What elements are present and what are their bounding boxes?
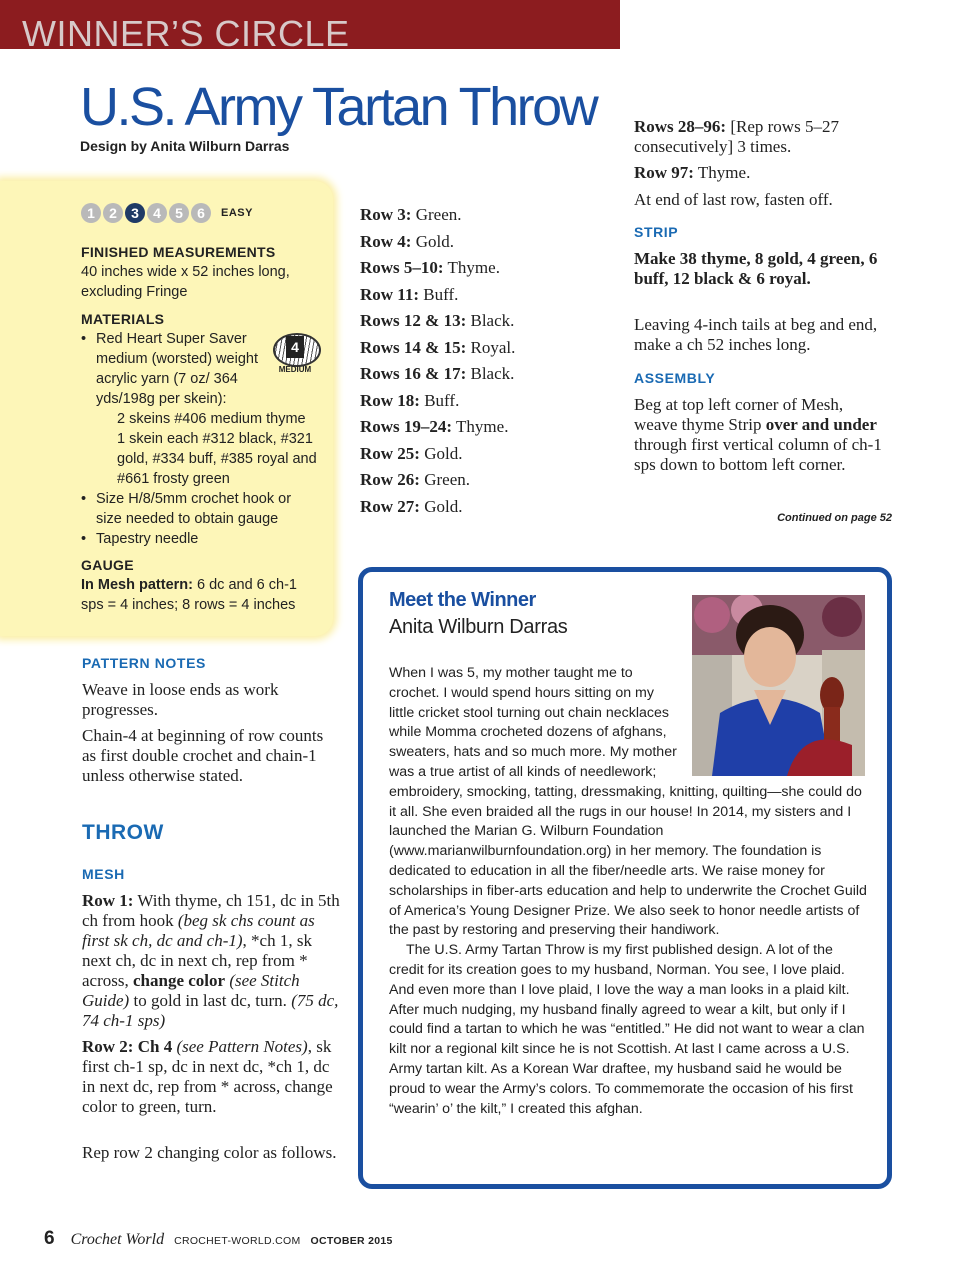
skill-level-label: EASY — [221, 207, 253, 219]
row-2-text: , sk first ch-1 sp, dc in next dc, *ch 1, dc in next dc, rep from * across, change color to green, turn. — [82, 1037, 333, 1116]
color-row-color: Thyme. — [447, 258, 500, 277]
fasten-off: At end of last row, fasten off. — [634, 190, 833, 209]
materials-hook: • Size H/8/5mm crochet hook or size needed to obtain gauge — [81, 489, 311, 529]
page-title: U.S. Army Tartan Throw — [80, 77, 597, 137]
materials-heading: MATERIALS — [81, 311, 165, 327]
winner-story-text-1: When I was 5, my mother taught me to crochet. I would spend hours sitting on my little cricket stool turning out chain necklaces while Momma crocheted dozens of afghans, sweaters, hats and so much more. My mother was a true artist of all kinds of needlework; embroidery, smocking, tatting, dressmaking, knitting, quilting—she could do it all. She even braided all the rugs in our house! In 2014, my sisters and I launched the Marian G. Wilburn Foundation (www.marianwilburnfoundation.org) in her memory. The foundation is dedicated to education in all the fiber/needle arts. We raise money for scholarships in fiber-arts education and help to underwrite the Crochet Guild of America’s Young Designer Prize. We also seek to honor needle artists of the past by restoring and preserving their handiwork. — [389, 665, 867, 939]
color-row-label: Row 18: — [360, 390, 420, 410]
banner-label: WINNER’S CIRCLE — [22, 13, 350, 54]
throw-heading: THROW — [82, 821, 164, 844]
row-1-text-b: , *ch 1, sk next ch, dc in next ch, rep from * across, — [82, 931, 312, 990]
rows-28-96 — [634, 117, 884, 157]
row-1-label: Row 1: — [82, 891, 134, 910]
magazine-name: Crochet World — [70, 1231, 165, 1248]
page-number: 6 — [44, 1228, 55, 1249]
assembly-text — [634, 395, 882, 475]
color-row-color: Green. — [415, 205, 462, 224]
row-1-change-color: change color — [132, 971, 226, 990]
row-97-label: Row 97: — [634, 163, 694, 182]
gauge-text — [81, 575, 321, 615]
magazine-issue: OCTOBER 2015 — [310, 1235, 393, 1247]
color-row-label: Rows 16 & 17: — [360, 364, 467, 383]
winner-name: Anita Wilburn Darras — [389, 616, 568, 638]
materials-yarn-thyme: 2 skeins #406 medium thyme — [117, 411, 306, 427]
row-2-label: Row 2: Ch 4 — [82, 1037, 173, 1056]
repeat-instructions: Rep row 2 changing color as follows. — [82, 1143, 337, 1162]
color-row-color: Gold. — [424, 496, 463, 516]
skill-dot-2: 2 — [103, 203, 123, 223]
color-row-label: Rows 14 & 15: — [360, 337, 467, 357]
color-row-label: Row 27: — [360, 496, 420, 516]
continued-note: Continued on page 52 — [777, 512, 892, 524]
color-row — [360, 414, 610, 441]
color-row-color: Royal. — [470, 337, 516, 357]
assembly-heading: ASSEMBLY — [634, 370, 716, 386]
row-1-text-c: to gold in last dc, turn. — [129, 991, 292, 1010]
color-row — [360, 308, 610, 335]
winner-story-paragraph-2 — [389, 941, 867, 1119]
finished-text: 40 inches wide x 52 inches long, excluding Fringe — [81, 264, 290, 300]
color-row — [360, 229, 610, 256]
strip-counts: Make 38 thyme, 8 gold, 4 green, 6 buff, 12 black & 6 royal. — [634, 249, 878, 288]
skill-dot-1: 1 — [81, 203, 101, 223]
section-banner — [0, 0, 620, 54]
row-1-instructions — [82, 891, 344, 1031]
assembly-text-b: through first vertical column of ch-1 sps down to bottom left corner. — [634, 435, 882, 474]
mesh-heading: MESH — [82, 866, 125, 882]
finished-heading: FINISHED MEASUREMENTS — [81, 244, 276, 260]
materials-needle: • Tapestry needle — [81, 529, 331, 549]
assembly-over-under: over and under — [765, 415, 877, 434]
rows-28-96-text: [Rep rows 5–27 consecutively] 3 times. — [634, 117, 839, 156]
yarn-weight-icon — [269, 333, 321, 377]
color-row-label: Row 3: — [360, 205, 412, 224]
rows-28-96-label: Rows 28–96: — [634, 117, 727, 136]
skill-dot-5: 5 — [169, 203, 189, 223]
row-1-text-a: With thyme, ch 151, dc in 5th ch from hook — [82, 891, 340, 930]
color-row-label: Row 26: — [360, 470, 420, 489]
materials-yarn-colors-text: 1 skein each #312 black, #321 gold, #334 buff, #385 royal and #661 frosty green — [117, 431, 317, 487]
row-97 — [634, 163, 884, 183]
color-row-color: Thyme. — [456, 417, 509, 436]
magazine-url: CROCHET-WORLD.COM — [174, 1235, 301, 1247]
color-row-color: Gold. — [424, 443, 463, 463]
color-row-color: Buff. — [424, 390, 460, 410]
color-row-label: Rows 5–10: — [360, 258, 444, 277]
color-row — [360, 361, 610, 388]
skill-dot-4: 4 — [147, 203, 167, 223]
skill-dot-6: 6 — [191, 203, 211, 223]
strip-text: Leaving 4-inch tails at beg and end, make a ch 52 inches long. — [634, 315, 878, 354]
pattern-note-1: Weave in loose ends as work progresses. — [82, 680, 279, 719]
color-row-label: Row 11: — [360, 284, 420, 304]
color-row-color: Buff. — [423, 284, 459, 304]
row-2-instructions — [82, 1037, 344, 1117]
winner-story-text-2: The U.S. Army Tartan Throw is my first published design. A lot of the credit for its creation goes to my husband, Norman. You see, I love plaid. And even more than I love plaid, I love the way a man looks in a plaid kilt. After much nudging, my husband finally agreed to wear a kilt, but only if I could find a tartan to which he was “entitled.” He did not want to wear a clan kilt nor a regional kilt since he is not Scottish. At last I came across a U.S. Army tartan kilt. As a Korean War draftee, my husband said he would be proud to wear the Army’s colors. To commemorate the occasion of his first “wearin’ o’ the kilt,” I created this afghan. — [389, 942, 865, 1117]
gauge-value: 6 dc and 6 ch-1 sps = 4 inches; 8 rows = 4 inches — [81, 577, 297, 613]
assembly-text-a: Beg at top left corner of Mesh, weave thyme Strip — [634, 395, 844, 434]
row-1-count: (75 dc, 74 ch-1 sps) — [82, 991, 339, 1030]
pattern-note-2: Chain-4 at beginning of row counts as first double crochet and chain-1 unless otherwise stated. — [82, 726, 324, 785]
color-row-label: Rows 19–24: — [360, 417, 453, 436]
color-row — [360, 282, 610, 309]
color-row — [360, 494, 610, 521]
color-row-color: Black. — [470, 364, 515, 383]
color-row — [360, 255, 610, 282]
row-97-text: Thyme. — [693, 163, 751, 182]
color-row — [360, 202, 610, 229]
materials-yarn-colors — [81, 429, 317, 489]
color-row — [360, 335, 610, 362]
gauge-label: In Mesh pattern: — [81, 577, 193, 593]
row-2-note: (see Pattern Notes) — [172, 1037, 308, 1056]
pattern-notes-heading: PATTERN NOTES — [82, 655, 206, 671]
winner-heading: Meet the Winner — [389, 589, 536, 611]
materials-yarn: • Red Heart Super Saver medium (worsted) weight acrylic yarn (7 oz/ 364 yds/198g per skein): — [81, 329, 271, 409]
color-row-color: Gold. — [415, 231, 454, 251]
yarn-weight-label: MEDIUM — [278, 365, 312, 374]
color-row-label: Row 25: — [360, 443, 420, 463]
color-rows-list — [360, 202, 610, 520]
color-row-label: Rows 12 & 13: — [360, 311, 467, 330]
color-row-color: Black. — [470, 311, 515, 330]
row-1-note-a: (beg sk chs count as first sk ch, dc and ch-1) — [82, 911, 315, 950]
row-1-note-b: (see Stitch Guide) — [82, 971, 300, 1010]
color-row — [360, 441, 610, 468]
gauge-heading: GAUGE — [81, 557, 134, 573]
skill-dot-3: 3 — [125, 203, 145, 223]
color-row-color: Green. — [424, 470, 470, 489]
byline: Design by Anita Wilburn Darras — [80, 138, 290, 154]
skill-level — [81, 203, 253, 223]
color-row — [360, 467, 610, 494]
strip-heading: STRIP — [634, 224, 679, 240]
photo-wrap-spacer — [677, 664, 867, 776]
page-footer — [44, 1228, 393, 1250]
color-row-label: Row 4: — [360, 231, 412, 251]
winner-story-paragraph-1 — [389, 664, 867, 941]
yarn-weight-number: 4 — [286, 336, 304, 358]
winner-story — [389, 664, 867, 1119]
color-row — [360, 388, 610, 415]
